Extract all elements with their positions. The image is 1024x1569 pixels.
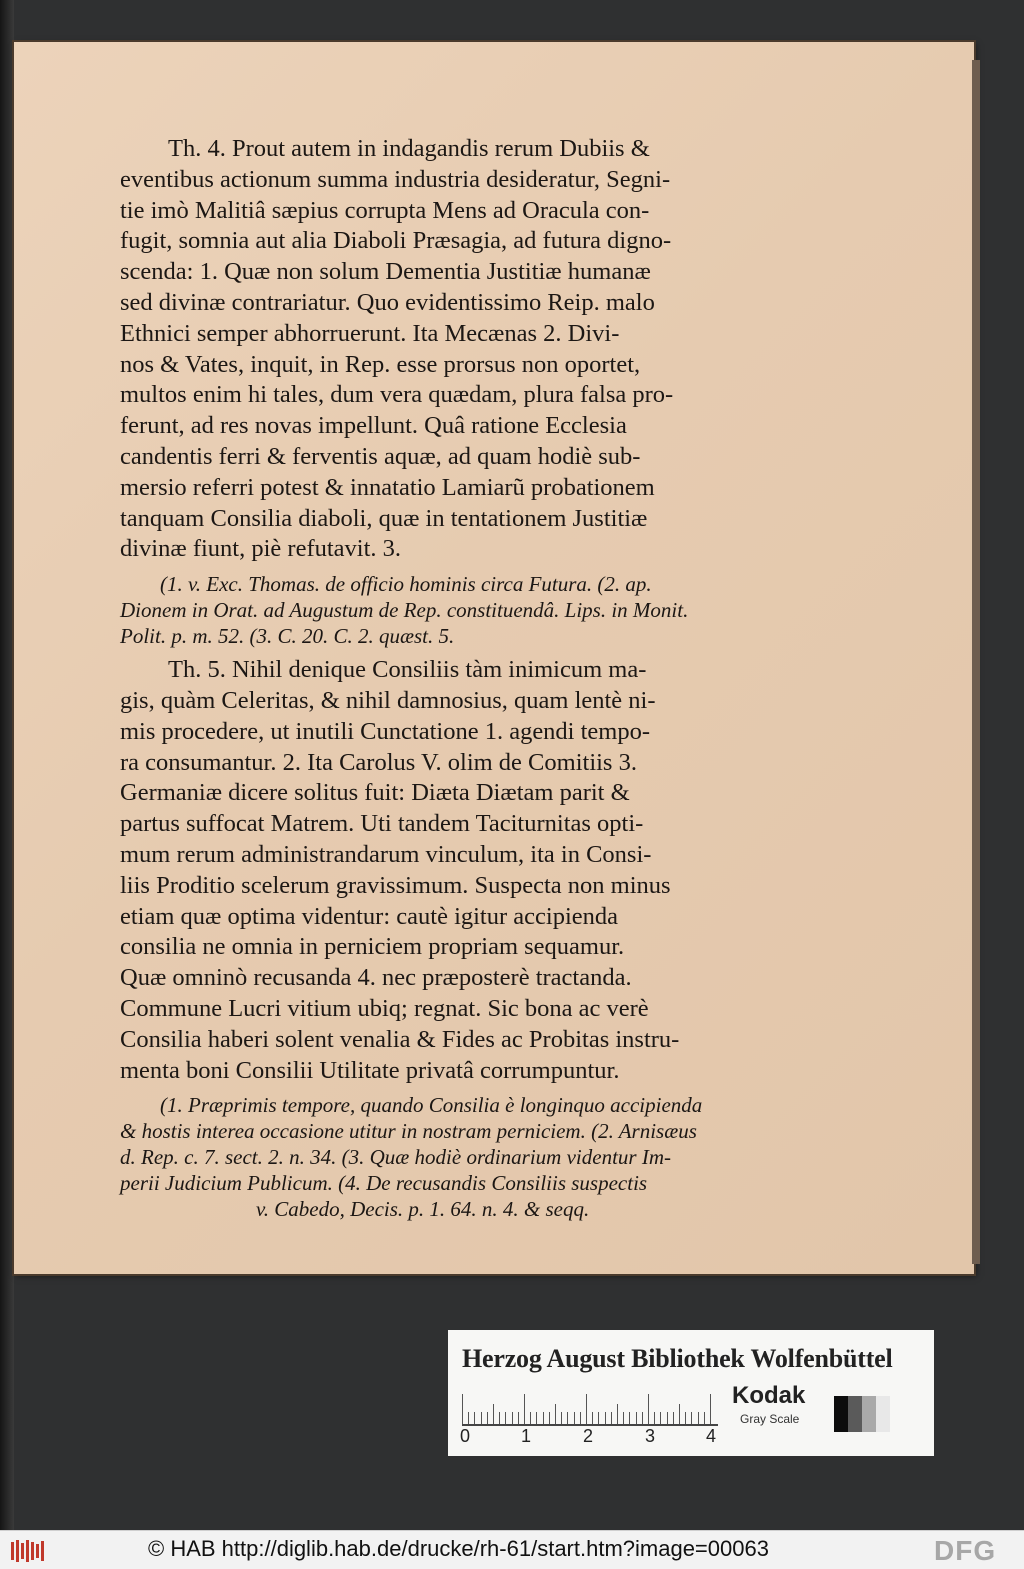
text-line: nos & Vates, inquit, in Rep. esse prorsus non oportet, [120,350,641,378]
footnote-line: & hostis interea occasione utitur in nostram perniciem. (2. Arnisæus [120,1119,697,1144]
ruler-tick [710,1394,711,1424]
ruler-tick [549,1412,550,1424]
ruler-tick [518,1412,519,1424]
text-line: Ethnici semper abhorruerunt. Ita Mecænas 2. Divi- [120,319,620,347]
text-line: Consilia haberi solent venalia & Fides ac Probitas instru- [120,1025,680,1053]
text-line: ra consumantur. 2. Ita Carolus V. olim de Comitiis 3. [120,748,637,776]
footnote-line: d. Rep. c. 7. sect. 2. n. 34. (3. Quæ hodiè ordinarium videntur Im- [120,1145,671,1170]
ruler-tick [623,1412,624,1424]
gray-scale-label: Gray Scale [740,1412,800,1426]
text-line: partus suffocat Matrem. Uti tandem Taciturnitas opti- [120,810,644,838]
ruler-tick [462,1394,463,1424]
footnote-line: Polit. p. m. 52. (3. C. 20. C. 2. quæst. 5. [120,624,455,649]
ruler-tick [586,1394,587,1424]
ruler-tick [536,1412,537,1424]
ruler-tick [698,1412,699,1424]
text-line: scenda: 1. Quæ non solum Dementia Justitiæ humanæ [120,258,651,286]
ruler-tick [704,1412,705,1424]
text-line: etiam quæ optima videntur: cautè igitur accipienda [120,902,619,930]
text-line: liis Proditio scelerum gravissimum. Suspecta non minus [120,871,671,899]
ruler-tick [524,1394,525,1424]
swatch-gray [862,1396,876,1432]
ruler-number: 3 [645,1426,656,1446]
text-line: Quæ omninò recusanda 4. nec præposterè tractanda. [120,964,632,992]
footnote-line: (1. Præprimis tempore, quando Consilia è longinquo accipienda [160,1093,703,1118]
ruler-tick [642,1412,643,1424]
text-line: sed divinæ contrariatur. Quo evidentissimo Reip. malo [120,288,655,316]
ruler-tick [605,1412,606,1424]
dfg-logo: DFG [934,1535,997,1566]
text-line: Th. 5. Nihil denique Consiliis tàm inimicum ma- [168,656,647,684]
ruler-number: 4 [706,1426,717,1446]
ruler-tick [636,1412,637,1424]
swatch-dark-gray [848,1396,862,1432]
text-line: fugit, somnia aut alia Diaboli Præsagia, ad futura digno- [120,227,672,255]
ruler-tick [543,1412,544,1424]
ruler-tick [598,1412,599,1424]
footnote-line: (1. v. Exc. Thomas. de officio hominis circa Futura. (2. ap. [160,572,652,597]
ruler-tick [654,1412,655,1424]
ruler-number: 0 [460,1426,471,1446]
ruler-tick [667,1412,668,1424]
text-line: ferunt, ad res novas impellunt. Quâ ratione Ecclesia [120,412,627,440]
text-line: mis procedere, ut inutili Cunctatione 1. agendi tempo- [120,717,651,745]
page-edge [972,60,980,1264]
ruler-tick [611,1412,612,1424]
ruler-tick [530,1412,531,1424]
text-line: multos enim hi tales, dum vera quædam, plura falsa pro- [120,381,674,409]
text-line: divinæ fiunt, piè refutavit. 3. [120,535,402,563]
ruler-tick [685,1412,686,1424]
measurement-ruler [462,1386,718,1426]
text-line: tie imò Malitiâ sæpius corrupta Mens ad Oracula con- [120,196,650,224]
ruler-number: 2 [583,1426,594,1446]
text-line: tanquam Consilia diaboli, quæ in tentationem Justitiæ [120,504,648,532]
ruler-tick [555,1404,556,1424]
ruler-tick [691,1412,692,1424]
text-line: Th. 4. Prout autem in indagandis rerum Dubiis & [168,135,650,162]
text-line: candentis ferri & ferventis aquæ, ad quam hodiè sub- [120,442,641,470]
text-line: eventibus actionum summa industria desideratur, Segni- [120,165,671,193]
ruler-tick [487,1412,488,1424]
kodak-logo: Kodak [732,1382,806,1409]
footnote-line: perii Judicium Publicum. (4. De recusandis Consiliis suspectis [120,1171,648,1196]
ruler-numbers [454,1426,724,1450]
library-name: Herzog August Bibliothek Wolfenbüttel [462,1344,893,1373]
page-text [110,134,756,1222]
ruler-tick [617,1404,618,1424]
ruler-tick [474,1412,475,1424]
footnote-line: v. Cabedo, Decis. p. 1. 64. n. 4. & seqq. [256,1197,590,1222]
ruler-tick [580,1412,581,1424]
ruler-tick [481,1412,482,1424]
text-line: consilia ne omnia in perniciem propriam sequamur. [120,933,625,961]
ruler-tick [629,1412,630,1424]
ruler-tick [660,1412,661,1424]
ruler-tick [505,1412,506,1424]
footnote-line: Dionem in Orat. ad Augustum de Rep. constituendâ. Lips. in Monit. [120,598,689,623]
ruler-tick [512,1412,513,1424]
ruler-tick [648,1394,649,1424]
ruler-tick [679,1404,680,1424]
ruler-tick [574,1412,575,1424]
color-calibration-card [448,1330,934,1456]
ruler-tick [673,1412,674,1424]
swatch-light-gray [876,1396,890,1432]
ruler-tick [592,1412,593,1424]
source-link[interactable]: © HAB http://diglib.hab.de/drucke/rh-61/start.htm?image=00063 [148,1536,769,1561]
ruler-tick [561,1412,562,1424]
ruler-tick [499,1412,500,1424]
text-line: mum rerum administrandarum vinculum, ita in Consi- [120,840,652,868]
scanner-edge [0,0,14,1530]
ruler-tick [468,1412,469,1424]
footer-bar [0,1530,1024,1569]
swatch-black [834,1396,848,1432]
text-line: mersio referri potest & innatatio Lamiarũ probationem [120,473,655,501]
text-line: menta boni Consilii Utilitate privatâ corrumpuntur. [120,1056,620,1084]
text-line: Germaniæ dicere solitus fuit: Diæta Diætam parit & [120,779,630,807]
ruler-tick [567,1412,568,1424]
ruler-number: 1 [521,1426,532,1446]
hab-logo-icon [10,1539,46,1563]
text-line: Commune Lucri vitium ubiq; regnat. Sic bona ac verè [120,994,649,1022]
ruler-tick [493,1404,494,1424]
text-line: gis, quàm Celeritas, & nihil damnosius, quam lentè ni- [120,686,656,714]
